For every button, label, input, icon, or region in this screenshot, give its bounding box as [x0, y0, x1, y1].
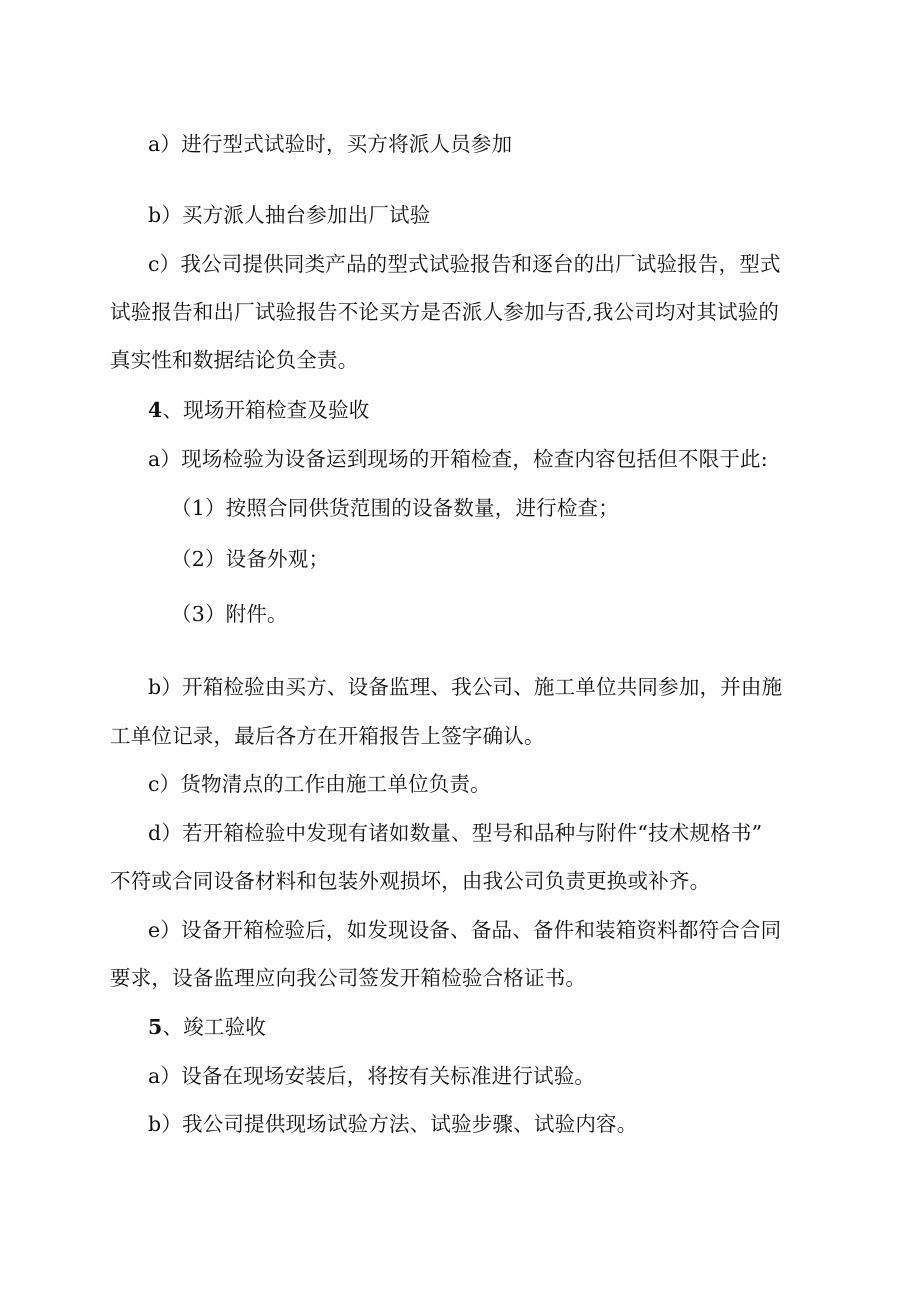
paragraph-line: c）我公司提供同类产品的型式试验报告和逐台的出厂试验报告，型式: [148, 252, 781, 276]
paragraph-line: 工单位记录，最后各方在开箱报告上签字确认。: [110, 724, 545, 748]
section-heading-5: [148, 1013, 266, 1041]
paragraph-line: 要求，设备监理应向我公司签发开箱检验合格证书。: [110, 966, 587, 990]
section-number: 5: [148, 1015, 163, 1039]
section-heading-4: [148, 396, 369, 424]
paragraph-line: 试验报告和出厂试验报告不论买方是否派人参加与否,我公司均对其试验的: [110, 300, 780, 324]
paragraph-line: b）开箱检验由买方、设备监理、我公司、施工单位共同参加，并由施: [148, 675, 783, 699]
paragraph-line: a）现场检验为设备运到现场的开箱检查，检查内容包括但不限于此:: [148, 447, 768, 471]
paragraph-line: a）进行型式试验时，买方将派人员参加: [148, 132, 513, 156]
paragraph-line: 不符或合同设备材料和包装外观损坏，由我公司负责更换或补齐。: [110, 869, 711, 893]
list-item: （3）附件。: [171, 602, 288, 626]
section-number: 4: [148, 398, 163, 422]
list-item: （2）设备外观；: [171, 547, 330, 571]
paragraph-line: e）设备开箱检验后，如发现设备、备品、备件和装箱资料都符合合同: [148, 918, 782, 942]
paragraph-line: 真实性和数据结论负全责。: [110, 348, 359, 372]
section-title: 、竣工验收: [162, 1015, 266, 1039]
section-title: 、现场开箱检查及验收: [162, 398, 370, 422]
paragraph-line: d）若开箱检验中发现有诸如数量、型号和品种与附件“技术规格书”: [148, 821, 763, 845]
paragraph-line: b）买方派人抽台参加出厂试验: [148, 203, 431, 227]
paragraph-line: b）我公司提供现场试验方法、试验步骤、试验内容。: [148, 1112, 638, 1136]
paragraph-line: a）设备在现场安装后，将按有关标准进行试验。: [148, 1064, 596, 1088]
paragraph-line: c）货物清点的工作由施工单位负责。: [148, 772, 491, 796]
list-item: （1）按照合同供货范围的设备数量，进行检查；: [171, 496, 619, 520]
